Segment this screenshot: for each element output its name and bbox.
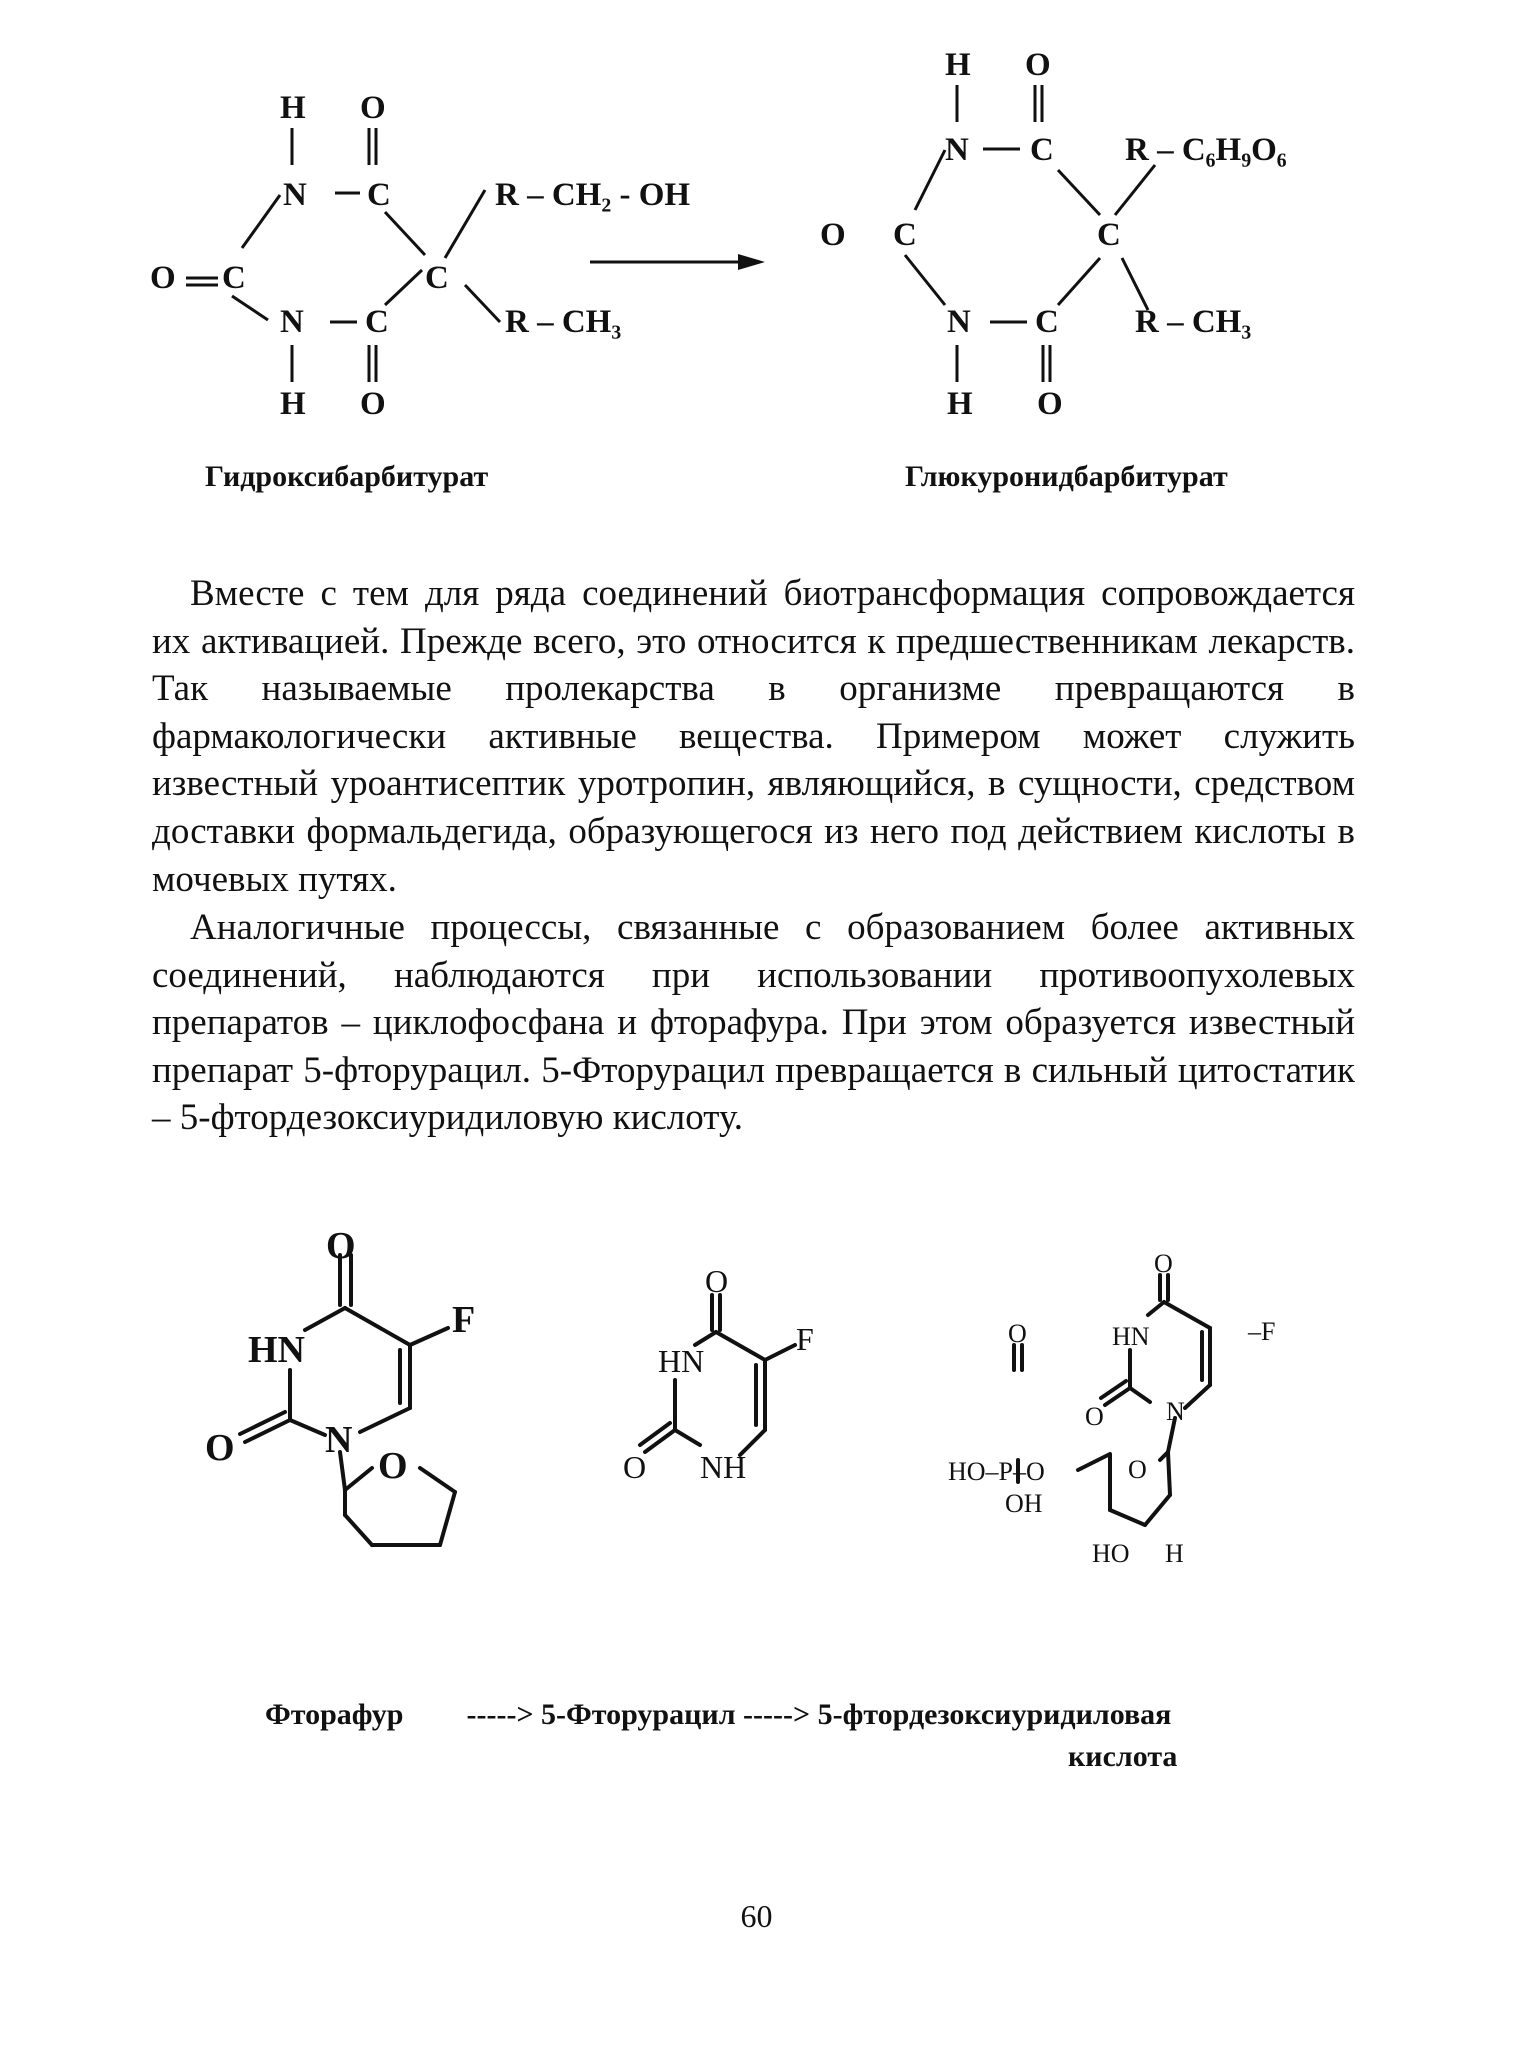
atom-c: C (222, 260, 246, 296)
atom-c: C (367, 177, 391, 213)
atom-n: N (945, 132, 969, 168)
atom-n: N (325, 1419, 353, 1461)
atom-f: –F (1248, 1317, 1276, 1346)
atom-o: O (1154, 1249, 1173, 1278)
atom-c: C (893, 217, 917, 253)
atom-h: H (1165, 1539, 1184, 1568)
atom-o: O (1037, 386, 1063, 422)
reaction-arrow-icon (738, 254, 765, 270)
atom-hn: HN (1112, 1322, 1150, 1351)
atom-n: N (1166, 1397, 1185, 1426)
atom-n: N (280, 304, 304, 340)
conversion-scheme-continuation: кислота (1068, 1740, 1178, 1773)
atom-f: F (452, 1299, 476, 1341)
atom-h: H (947, 386, 973, 422)
atom-c: C (1030, 132, 1054, 168)
atom-h: H (280, 386, 306, 422)
caption-hydroxybarbiturate: Гидроксибарбитурат (205, 460, 489, 493)
atom-c: C (1097, 217, 1121, 253)
scheme-step-fluorouracil: 5-Фторурацил (541, 1698, 736, 1731)
scheme-step-fdump: 5-фтордезоксиуридиловая (817, 1698, 1172, 1731)
atom-o: O (623, 1449, 647, 1485)
atom-c: C (1035, 304, 1059, 340)
atom-o: O (820, 217, 846, 253)
atom-nh: NH (700, 1449, 747, 1485)
atom-oh: OH (1005, 1489, 1043, 1518)
atom-c: C (425, 260, 449, 296)
substituent-label: R – C₆H₉O₆ (1125, 132, 1287, 168)
atom-hn: HN (658, 1343, 705, 1379)
atom-n: N (947, 304, 971, 340)
substituent-label: R – CH₂ - OH (495, 177, 691, 213)
atom-ho: HO (1092, 1539, 1130, 1568)
glucuronide-barbiturate-structure (820, 47, 1287, 422)
paragraph-1: Вместе с тем для ряда соединений биотрансформация сопровождается их активацией. Прежде всего, это относится к предшественникам лекарств. Так называемые пролекарства в организме превращаются в фармакологически активные вещества. Примером может служить известный уроантисептик уротропин, являющийся, в сущности, средством доставки формальдегида, образующегося из него под действием кислоты в мочевых путях. (152, 573, 1355, 900)
atom-o: O (1008, 1319, 1027, 1348)
substituent-label: R – CH₃ (505, 304, 622, 340)
atom-o: O (360, 90, 386, 126)
atom-o: O (205, 1427, 235, 1469)
atom-n: N (283, 177, 307, 213)
atom-o: O (360, 386, 386, 422)
scheme-arrow: -----> (466, 1698, 534, 1731)
scheme-step-ftorafur: Фторафур (265, 1698, 404, 1731)
paragraph-2: Аналогичные процессы, связанные с образованием более активных соединений, наблюдаются при использовании противоопухолевых препаратов – циклофосфана и фторафура. При этом образуется известный препарат 5-фторурацил. 5-Фторурацил превращается в сильный цитостатик – 5-фтордезоксиуридиловую кислоту. (152, 907, 1355, 1139)
atom-o: O (1128, 1455, 1147, 1484)
atom-o: O (326, 1225, 356, 1267)
page-number: 60 (740, 1898, 773, 1934)
caption-glucuronide-barbiturate: Глюкуронидбарбитурат (905, 460, 1228, 493)
reaction-scheme-barbiturate (0, 0, 1513, 440)
atom-o: O (378, 1445, 408, 1487)
atom-o: O (705, 1263, 729, 1299)
atom-h: H (280, 90, 306, 126)
phosphate-label: HO–P–O (948, 1457, 1045, 1486)
atom-h: H (945, 47, 971, 83)
conversion-scheme (265, 1698, 1171, 1732)
atom-o: O (1085, 1402, 1104, 1431)
atom-o: O (150, 260, 176, 296)
substituent-label: R – CH₃ (1135, 304, 1252, 340)
hydroxybarbiturate-structure (150, 90, 690, 422)
atom-f: F (796, 1321, 814, 1357)
atom-hn: HN (248, 1329, 305, 1371)
fluoropyrimidine-structures (0, 1220, 1513, 1640)
atom-o: O (1025, 47, 1051, 83)
scheme-arrow: -----> (743, 1698, 811, 1731)
atom-c: C (365, 304, 389, 340)
